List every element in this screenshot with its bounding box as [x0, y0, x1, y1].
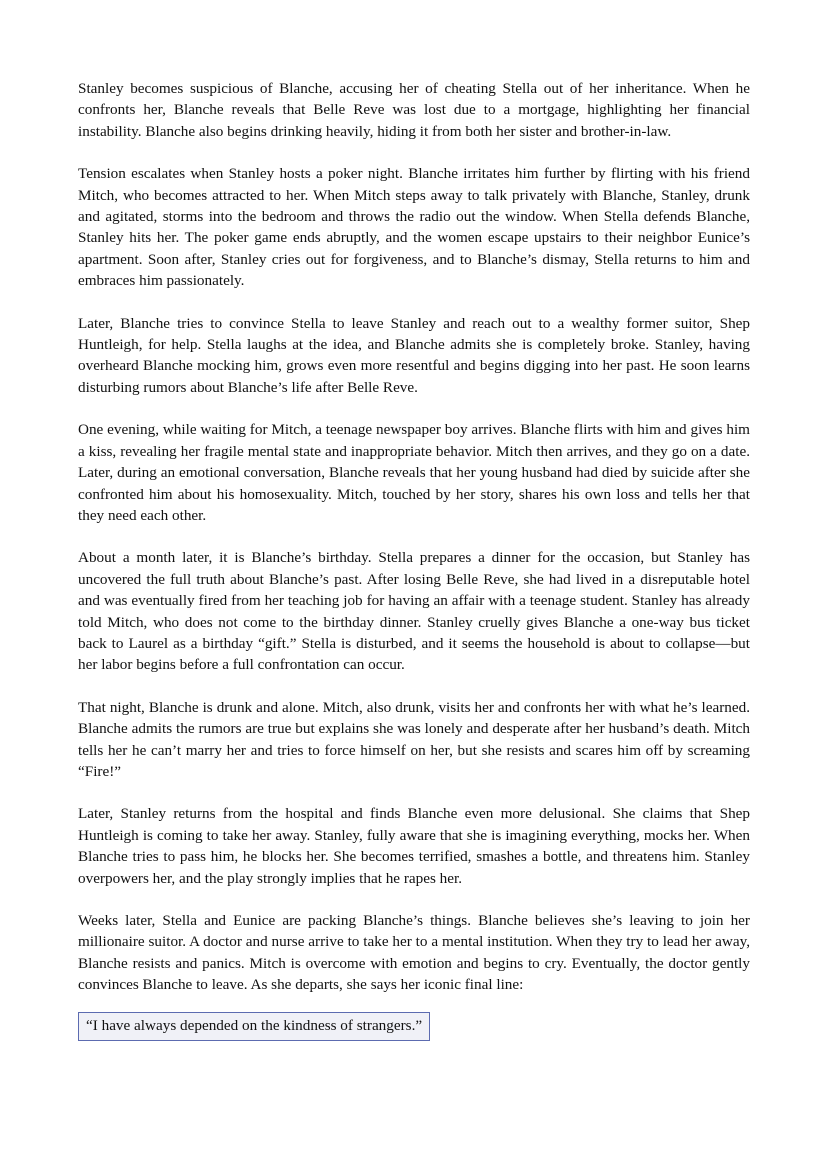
paragraph: One evening, while waiting for Mitch, a teenage newspaper boy arrives. Blanche flirts with him and gives him a kiss, revealing her fragile mental state and inappropriate behavior. Mitch then arrives, and they go on a date. Later, during an emotional conversation, Blanche reveals that her young husband had died by suicide after she confronted him about his homosexuality. Mitch, touched by her story, shares his own loss and tells her that they need each other.: [78, 421, 750, 524]
paragraph: Later, Stanley returns from the hospital and finds Blanche even more delusional. She claims that Shep Huntleigh is coming to take her away. Stanley, fully aware that she is imagining everything, mocks her. When Blanche tries to pass him, he blocks her. She becomes terrified, smashes a bottle, and threatens him. Stanley overpowers her, and the play strongly implies that he rapes her.: [78, 805, 750, 887]
paragraph: Later, Blanche tries to convince Stella to leave Stanley and reach out to a wealthy former suitor, Shep Huntleigh, for help. Stella laughs at the idea, and Blanche admits she is completely broke. Stanley, having overheard Blanche mocking him, grows even more resentful and begins digging into her past. He soon learns disturbing rumors about Blanche’s life after Belle Reve.: [78, 314, 750, 396]
paragraph: That night, Blanche is drunk and alone. Mitch, also drunk, visits her and confronts her with what he’s learned. Blanche admits the rumors are true but explains she was lonely and desperate after her husband’s death. Mitch tells her he can’t marry her and tries to force himself on her, but she resists and scares him off by screaming “Fire!”: [78, 698, 750, 780]
highlighted-quote: “I have always depended on the kindness of strangers.”: [78, 1012, 430, 1041]
paragraph: Stanley becomes suspicious of Blanche, accusing her of cheating Stella out of her inheritance. When he confronts her, Blanche reveals that Belle Reve was lost due to a mortgage, highlighting her financial instability. Blanche also begins drinking heavily, hiding it from both her sister and brother-in-law.: [78, 80, 750, 140]
paragraph: Tension escalates when Stanley hosts a poker night. Blanche irritates him further by flirting with his friend Mitch, who becomes attracted to her. When Mitch steps away to talk privately with Blanche, Stanley, drunk and agitated, storms into the bedroom and throws the radio out the window. When Stella defends Blanche, Stanley hits her. The poker game ends abruptly, and the women escape upstairs to their neighbor Eunice’s apartment. Soon after, Stanley cries out for forgiveness, and to Blanche’s dismay, Stella returns to him and embraces him passionately.: [78, 165, 750, 290]
document-body: [78, 78, 750, 1041]
paragraph: Weeks later, Stella and Eunice are packing Blanche’s things. Blanche believes she’s leaving to join her millionaire suitor. A doctor and nurse arrive to take her to a mental institution. When they try to lead her away, Blanche resists and panics. Mitch is overcome with emotion and begins to cry. Eventually, the doctor gently convinces Blanche to leave. As she departs, she says her iconic final line:: [78, 912, 750, 994]
paragraph: About a month later, it is Blanche’s birthday. Stella prepares a dinner for the occasion, but Stanley has uncovered the full truth about Blanche’s past. After losing Belle Reve, she had lived in a disreputable hotel and was eventually fired from her teaching job for having an affair with a teenage student. Stanley has already told Mitch, who does not come to the birthday dinner. Stanley cruelly gives Blanche a one-way bus ticket back to Laurel as a birthday “gift.” Stella is disturbed, and it seems the household is about to collapse—but her labor begins before a full confrontation can occur.: [78, 549, 750, 674]
quote-container: [78, 1012, 750, 1041]
